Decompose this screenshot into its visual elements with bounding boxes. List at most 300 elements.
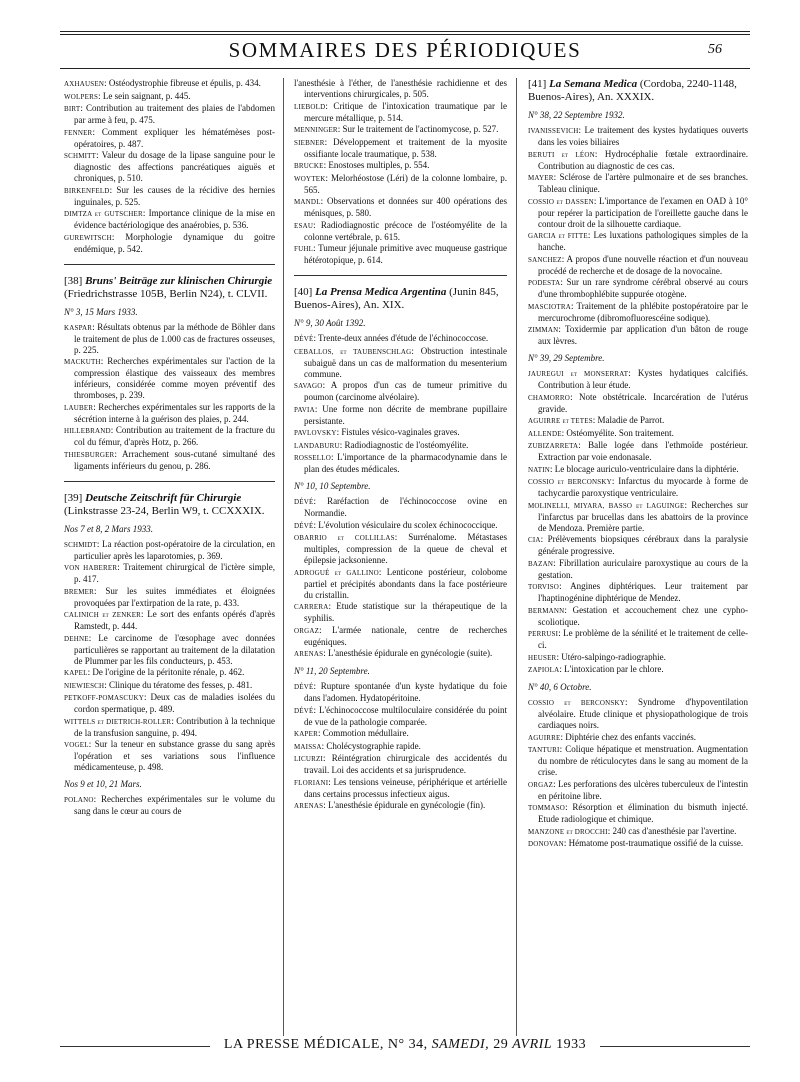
entry-text: : Les luxations pathologiques simples de la hanche. [538,230,748,252]
entry-text: : Le carcinome de l'œsophage avec données particulières se rapportant au traitement de la dilatation de Plummer par les fils conducteurs, p. 453. [74,632,275,666]
entry-text: : Gestation et accouchement chez une cypho-scoliotique. [538,604,748,627]
author-name: ARENAS [294,650,324,658]
issue-date: N° 9, 30 Août 1392. [294,318,366,328]
entry-text: : Résultats obtenus par la méthode de Böhler dans le traitement de plus de 1.000 cas de fractures osseuses, p. 225. [74,321,275,355]
entry-text: : L'anesthésie épidurale en gynécologie (suite). [323,648,493,658]
author-name: DÉVÉ [294,521,314,530]
list-item [294,741,507,753]
list-item [294,380,507,403]
entry-text: : L'échinococcose multiloculaire considérée du point de vue de la pathologie comparée. [304,704,507,727]
entry-text: : L'armée nationale, centre de recherches eugéniques. [304,624,507,647]
author-name: NATIN [528,465,550,474]
author-name: NIEWIESCH [64,681,105,690]
author-name: SIEBNER [294,138,325,147]
entry-text: : Ostéomyélite. Son traitement. [561,427,674,438]
author-name: CHAMORRO [528,393,571,402]
issue-date: N° 40, 6 Octobre. [528,682,592,692]
entry-text: : Trente-deux années d'étude de l'échinococcose. [313,333,489,343]
list-item [528,392,748,415]
author-name: COSSIO et BERCONSKY [528,478,612,486]
entry-text: : Comment expliquer les hématémèses post-opératoires, p. 487. [74,126,275,149]
author-name: SCHMIDT [64,540,97,549]
list-item [528,230,748,253]
entry-text: : Sur la teneur en substance grasse du sang après l'opération et ses variations sous l'influence médicamenteuse, p. 498. [74,739,275,772]
entry-list [64,539,275,774]
author-name: MENNINGER [294,126,338,134]
footer-year: 1933 [552,1037,587,1052]
author-name: WITTELS et DIETRICH-ROLLER [64,717,172,726]
entry-text: : A propos d'un cas de tumeur primitive du poumon (carcinome alvéolaire). [304,380,507,402]
list-item [528,464,748,476]
list-item [294,196,507,219]
author-name: GARCIA et FITTE [528,232,588,240]
author-name: LANDABURU [294,441,340,450]
author-name: KASPAR [64,323,93,332]
entry-text: : Radiodiagnostic précoce de l'ostéomyélite de la colonne vertébrale, p. 615. [304,219,507,242]
author-name: ADROGUÉ et GALLINO [294,568,379,577]
author-name: MANZONE et DROCCHI [528,827,608,836]
list-item [528,628,748,651]
entry-text: : Angines diphtériques. Leur traitement par l'haptinogénine diphtérique de Mendez. [538,581,748,603]
entry-text: : Recherches expérimentales sur les rapports de la sécrétion interne à la guérison des plaies, p. 244. [74,401,275,424]
header-rule [60,68,750,69]
entry-text: : Balle logée dans l'ethmoïde postérieur. Extraction par voie endonasale. [538,440,748,462]
entry-text: : Observations et données sur 400 opérations des ménisques, p. 580. [304,196,507,218]
entry-text: : Obstruction intestinale subaiguë dans un cas de malformation du mesenterium commune. [304,345,507,379]
list-item [528,652,748,664]
entry-text: : Arrachement sous-cutané simultané des ligaments inférieurs du genou, p. 286. [74,448,275,471]
list-item [294,124,507,136]
entry-text: l'anesthésie à l'éther, de l'anesthésie rachidienne et des interventions chirurgicales, p. 505. [294,78,507,99]
list-item [294,137,507,160]
issue-date: N° 3, 15 Mars 1933. [64,306,138,317]
entry-text: : Note obstétricale. Incarcération de l'utérus gravide. [538,391,748,414]
list-item [294,404,507,427]
issue-date: Nos 7 et 8, 2 Mars 1933. [64,523,154,534]
entry-text: : 240 cas d'anesthésie par l'avertine. [607,825,737,836]
footer-journal: LA PRESSE MÉDICALE, N° 34, [223,1037,432,1052]
author-name: ORGAZ [528,780,554,789]
entry-text: : Recherches sur l'infarctus par brucellas dans les abattoirs de la province de Mendoza. Première partie. [538,499,748,533]
entry-text: : Le sort des enfants opérés d'après Ramstedt, p. 444. [74,609,275,631]
author-name: FUHL [294,245,314,253]
entry-text: : Diphtérie chez des enfants vaccinés. [560,731,696,742]
list-item [528,802,748,825]
footer-date: 29 [489,1037,513,1052]
list-item [528,301,748,324]
list-item [64,78,275,90]
entry-text: : Cholécystographie rapide. [321,740,421,751]
entry-list [294,681,507,812]
entry-text: : Les tensions veineuse, périphérique et artérielle dans certains processus infectieux aigus. [304,776,507,799]
author-name: LAUBER [64,403,94,412]
entry-text: : Contribution à la technique de la transfusion sanguine, p. 494. [74,715,275,738]
author-name: KAPER [294,730,318,738]
journal-heading-40 [294,286,507,312]
entry-text: : Raréfaction de l'échinococcose ovine en Normandie. [304,496,507,518]
author-name: JAUREGUI et MONSERRAT [528,370,629,378]
entry-text: : Critique de l'intoxication traumatique par le mercure métallique, p. 514. [304,100,507,123]
entry-text: : Melorhéostose (Léri) de la colonne lombaire, p. 565. [304,172,507,195]
entry-text: : L'importance de la pharmacodynamie dans le plan des études médicales. [304,452,507,474]
author-name: OBARRIO et COLLILLAS [294,534,395,542]
author-name: FLORIANI [294,778,329,787]
journal-number: [38] [64,274,86,287]
entry-text: : L'importance de l'examen en OAD à 10° pour repérer la participation de l'oreillette gauche dans le contour droit de la silhouette cardiaque. [538,195,748,229]
journal-name: Bruns' Beiträge zur klinischen Chirurgie [85,274,273,287]
list-item [294,520,507,532]
journal-number: [40] [294,286,316,298]
list-item [294,440,507,452]
entry-text: : Rupture spontanée d'un kyste hydatique du foie dans l'adomen. Hydatopéritoine. [304,681,507,703]
author-name: DÉVÉ [294,335,314,343]
entry-text: : Le traitement des kystes hydatiques ouverts dans les voies biliaires [538,125,748,147]
list-item [528,368,748,391]
entry-text: : Etude statistique sur la thérapeutique de la syphilis. [304,601,507,623]
author-name: ARENAS [294,802,324,810]
entry-text: : Les perforations des ulcères tuberculeux de l'intestin en péritoine libre. [538,778,748,801]
entry-list [528,697,748,850]
author-name: IVANISSEVICH [528,127,579,135]
list-item [528,826,748,838]
list-item [294,78,507,100]
author-name: ORGAZ [294,626,320,635]
author-name: DÉVÉ [294,706,314,715]
entry-text: : Kystes hydatiques calcifiés. Contribution à leur étude. [538,368,748,390]
journal-heading-41 [528,78,748,104]
author-name: VON HABERER [64,564,118,572]
list-item [64,322,275,356]
entry-text: : L'évolution vésiculaire du scolex échinococcique. [313,519,498,530]
author-name: FENNER [64,128,93,137]
author-name: SAVAGO [294,382,323,390]
list-item [528,581,748,604]
entry-text: : Sur les causes de la récidive des hernies inguinales, p. 525. [74,184,275,207]
author-name: KAPEL [64,669,88,677]
entry-text: : Prélèvements biopsiques cérébraux dans la paralysie générale progressive. [538,534,748,556]
author-name: HILLEBRAND [64,427,111,435]
author-name: ZIMMAN [528,326,559,334]
journal-name: La Prensa Medica Argentina [315,286,447,298]
list-item [64,356,275,401]
journal-heading-38 [64,275,275,301]
entry-text: : Développement et traitement de la myosite ossifiante locale traumatique, p. 538. [304,136,507,159]
entry-text: : Sclérose de l'artère pulmonaire et de ses branches. Tableau clinique. [538,172,748,194]
list-item [528,254,748,277]
section-rule [294,275,507,276]
entry-list [294,333,507,475]
author-name: CALINICH et ZENKER [64,611,142,619]
list-item [64,562,275,585]
entry-text: : Enostoses multiples, p. 554. [323,160,430,170]
entry-list [64,322,275,472]
entry-text: : Une forme non décrite de membrane pupillaire persistante. [304,403,507,426]
author-name: DÉVÉ [294,683,314,691]
author-name: ESAU [294,221,314,230]
list-item [528,744,748,778]
author-name: BAZAN [528,559,554,568]
entry-text: : Contribution au traitement de la fracture du col du fémur, d'après Hotz, p. 266. [74,425,275,447]
column-separator-1 [283,78,284,1036]
list-item [528,697,748,731]
list-item [528,664,748,676]
author-name: SANCHEZ [528,255,562,264]
list-item [294,243,507,266]
author-name: ZUBIZARRETA [528,442,579,450]
author-name: WOYTEK [294,174,326,183]
author-name: MANDL [294,198,321,206]
entry-list [294,78,507,266]
author-name: BERUTI et LÉON [528,150,595,159]
entry-text: : Tumeur jéjunale primitive avec muqueuse gastrique hétérotopique, p. 614. [304,243,507,265]
list-item [64,425,275,448]
author-name: VOGEL [64,741,89,749]
list-item [528,149,748,172]
list-item [528,558,748,581]
author-name: WOLPERS [64,92,99,101]
list-item [294,452,507,475]
issue-date: N° 11, 20 Septembre. [294,666,370,676]
list-item [64,91,275,103]
issue-date: N° 39, 29 Septembre. [528,353,605,363]
entry-text: : L'intoxication par le chlore. [559,664,664,674]
list-item [64,586,275,609]
author-name: AGUIRRE et TETES [528,417,593,425]
list-item [294,728,507,740]
column-2 [294,78,507,1038]
list-item [64,609,275,632]
list-item [294,777,507,800]
entry-text: : Utéro-salpingo-radiographie. [556,651,666,662]
author-name: THIESBURGER [64,450,115,459]
list-item [294,160,507,172]
list-item [64,633,275,667]
author-name: ROSSELLO [294,454,331,462]
entry-text: : La réaction post-opératoire de la circulation, en particulier après les laparotomies, p. 369. [74,538,275,561]
author-name: COSSIO et DASSEN [528,197,594,206]
list-item [528,172,748,195]
entry-text: : Surrénalome. Métastases multiples, compression de la queue de cheval et épilepsie jacksonienne. [304,532,507,565]
footer-day: SAMEDI, [431,1037,490,1052]
entry-text: : Fistules vésico-vaginales graves. [336,427,460,437]
entry-text: : Traitement chirurgical de l'ictère simple, p. 417. [74,562,275,584]
author-name: PETKOFF-POMASCUKY [64,694,145,702]
list-item [528,838,748,850]
list-item [528,125,748,148]
author-name: AGUIRRE [528,733,561,742]
entry-text: : Syndrome d'hypoventilation alvéolaire. Etude clinique et physiopathologique de trois cardiaques noirs. [538,697,748,730]
issue-date: N° 10, 10 Septembre. [294,481,371,491]
journal-name: Deutsche Zeitschrift für Chirurgie [85,491,242,504]
entry-text: : Colique hépatique et menstruation. Augmentation du nombre de réticulocytes dans le sang au moment de la crise. [538,744,748,777]
page-number: 56 [708,42,722,57]
list-item [294,567,507,601]
author-name: LIEBOLD [294,102,326,111]
entry-text: : Radiodiagnostic de l'ostéomyélite. [339,439,469,450]
author-name: TOMMASO [528,804,566,812]
author-name: DIMTZA et GUTSCHER [64,210,143,218]
list-item [294,333,507,345]
author-name: BIRKENFELD [64,186,110,195]
list-item [64,208,275,231]
entry-list [294,496,507,660]
author-name: GUREWITSCH [64,233,112,242]
entry-text: : Ostéodystrophie fibreuse et épulis, p. 434. [104,78,261,88]
list-item [294,496,507,519]
list-item [528,428,748,440]
journal-address: (Friedrichstrasse 105B, Berlin N24), t. CLVII. [64,287,268,300]
issue-date: Nos 9 et 10, 21 Mars. [64,779,142,789]
issue-date: N° 38, 22 Septembre 1932. [528,110,625,120]
list-item [64,794,275,817]
list-item [64,150,275,184]
list-item [528,415,748,427]
journal-name: La Semana Medica [549,78,638,90]
journal-heading-39 [64,492,275,518]
section-rule [64,481,275,482]
author-name: HEUSER [528,653,557,662]
author-name: MACKUTH [64,358,101,366]
list-item [294,427,507,439]
list-item [528,476,748,499]
entry-text: : Fibrillation auriculaire paroxystique au cours de la gestation. [538,557,748,580]
entry-text: : Réintégration chirurgicale des accidentés du travail. Loi des accidents et sa jurisprudence. [304,753,507,775]
author-name: BREMER [64,587,94,596]
list-item [294,648,507,660]
entry-text: : Hématome post-traumatique ossifié de la cuisse. [563,838,744,848]
entry-text: : Toxidermie par application d'un bâton de rouge aux lèvres. [538,324,748,346]
author-name: TANTURI [528,746,560,754]
journal-number: [41] [528,78,550,90]
list-item [294,681,507,704]
list-item [528,732,748,744]
entry-list [528,368,748,676]
list-item [64,232,275,255]
entry-text: : Commotion médullaire. [317,728,409,738]
entry-text: : Infarctus du myocarde à forme de tachycardie paroxystique ventriculaire. [538,476,748,498]
entry-text: : Recherches expérimentales sur l'action de la compression élastique des vaisseaux des membres inférieurs, considérée comme moyen préventif des thromboses, p. 239. [74,356,275,400]
list-item [528,440,748,463]
page-title: SOMMAIRES DES PÉRIODIQUES [228,38,582,62]
author-name: ZAPIOLA [528,666,560,674]
top-rule-second [60,34,750,35]
author-name: AXHAUSEN [64,80,105,88]
author-name: DÉVÉ [294,498,314,506]
author-name: MAYER [528,174,554,182]
journal-address: (Linkstrasse 23-24, Berlin W9, t. CCXXXIX. [64,504,265,517]
entry-text: : De l'origine de la péritonite rénale, p. 462. [87,667,245,677]
author-name: BIRT [64,105,81,113]
list-item [294,173,507,196]
list-item [528,277,748,300]
list-item [64,692,275,715]
entry-text: : Clinique du tératome des fesses, p. 481. [104,679,253,690]
author-name: BERMANN [528,606,565,615]
page-footer [60,1037,750,1053]
author-name: CEBALLOS, et TAUBENSCHLAG [294,347,412,356]
column-separator-2 [516,78,517,1036]
entry-text: : L'anesthésie épidurale en gynécologie (fin). [323,800,486,810]
entry-text: : Le blocage auriculo-ventriculaire dans la diphtérie. [550,463,739,474]
list-item [528,534,748,557]
author-name: BRUCKE [294,162,324,170]
list-item [64,739,275,773]
list-item [294,532,507,566]
list-item [294,800,507,812]
entry-list [528,125,748,347]
list-item [294,220,507,243]
entry-text: : Importance clinique de la mise en évidence bactériologique des anaérobies, p. 536. [74,208,275,230]
author-name: PERRUSI [528,630,559,638]
list-item [528,196,748,230]
entry-list [64,794,275,817]
top-rule [60,31,750,32]
author-name: COSSIO et BERCONSKY [528,699,626,707]
author-name: PAVIA [294,405,315,414]
list-item [64,716,275,739]
author-name: MASCIOTRA [528,302,572,311]
author-name: SCHMITT [64,152,97,160]
list-item [528,605,748,628]
column-1 [64,78,275,1038]
list-item [64,449,275,472]
author-name: PODESTA [528,279,561,287]
list-item [528,500,748,534]
author-name: PAVLOVSKY [294,429,337,437]
list-item [64,127,275,150]
list-item [64,103,275,126]
list-item [64,539,275,562]
entry-text: : A propos d'une nouvelle réaction et d'un nouveau procédé de recherche et de dosage de la novocaïne. [538,253,748,276]
list-item [528,324,748,347]
author-name: DONOVAN [528,840,564,848]
list-item [294,346,507,380]
author-name: CIA [528,536,541,544]
author-name: MOLINELLI, MIYARA, BASSO et LAGUINGE [528,501,685,510]
entry-text: : Recherches expérimentales sur le volume du sang dans le cœur au cours de [74,794,275,816]
entry-text: : Maladie de Parrot. [592,415,665,425]
entry-text: : Sur les suites immédiates et éloignées provoquées par l'extirpation de la rate, p. 433. [74,585,275,608]
list-item [528,779,748,802]
entry-text: : Le sein saignant, p. 445. [98,90,191,101]
list-item [64,185,275,208]
list-item [64,667,275,679]
list-item [64,680,275,692]
entry-text: : Lenticone postérieur, colobome partiel et précipités abondants dans la face postérieure du cristallin. [304,566,507,600]
entry-text: : Hydrocéphalie fœtale extraordinaire. Contribution au diagnostic de ces cas. [538,148,748,171]
entry-text: : Résorption et élimination du bismuth injecté. Etude radiologique et chimique. [538,802,748,824]
column-3 [528,78,748,1038]
author-name: CARRERA [294,603,329,611]
author-name: TORVISO [528,583,560,591]
list-item [294,705,507,728]
author-name: DEHNE [64,634,89,643]
entry-text: : Le problème de la sénilité et le traitement de celle-ci. [538,628,748,650]
entry-text: : Sur un rare syndrome cérébral observé au cours d'une thrombophlébite suppurée otogène. [538,277,748,299]
journal-number: [39] [64,491,86,504]
entry-text: : Contribution au traitement des plaies de l'abdomen par arme à feu, p. 475. [74,103,275,125]
entry-text: : Deux cas de maladies isolées du cordon spermatique, p. 489. [74,692,275,714]
author-name: POLANO [64,796,94,804]
entry-text: : Morphologie dynamique du goitre endémique, p. 542. [74,231,275,254]
list-item [294,601,507,624]
entry-text: : Sur le traitement de l'actinomycose, p. 527. [337,124,499,134]
entry-list [64,78,275,255]
journal-address: (Cordoba, 2240-1148, Buenos-Aires), An. XXXIX. [528,78,737,103]
list-item [64,402,275,425]
entry-text: : Valeur du dosage de la lipase sanguine pour le diagnostic des affections pancréatiques aiguës et chroniques, p. 510. [74,150,275,183]
author-name: LICURZI [294,755,324,763]
